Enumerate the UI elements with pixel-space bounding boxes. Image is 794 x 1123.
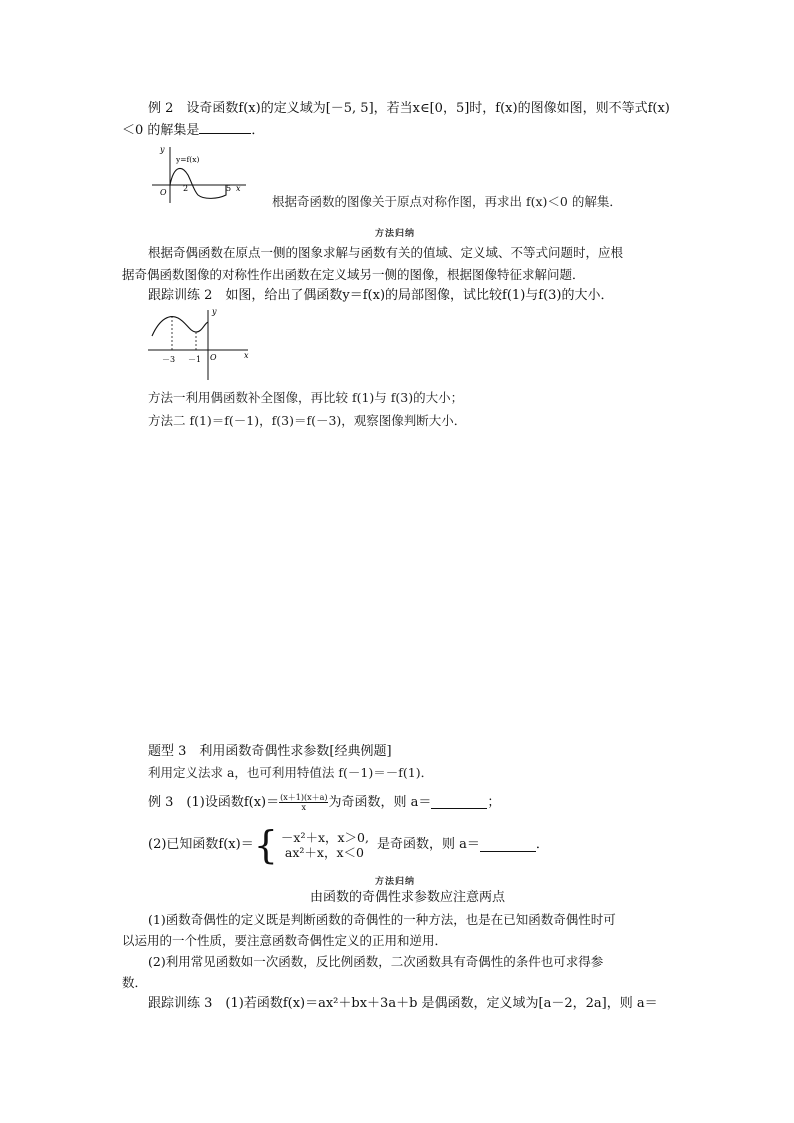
fraction: $\frac{(x+1)(x+a)}{x}$ bbox=[280, 793, 328, 812]
example2-hint: 根据奇函数的图像关于原点对称作图，再求出 f(x)＜0 的解集． bbox=[272, 194, 622, 209]
method1-line1: 根据奇偶函数在原点一侧的图象求解与函数有关的值域、定义域、不等式问题时，应根 bbox=[148, 245, 624, 260]
tick-5-label: 5 bbox=[226, 184, 232, 193]
training2-graph bbox=[146, 306, 256, 382]
method2-subtitle: 由函数的奇偶性求参数应注意两点 bbox=[310, 890, 506, 905]
training2-text: 跟踪训练 2 如图，给出了偶函数y＝f(x)的局部图像，试比较f(1)与f(3)的大小． bbox=[148, 288, 614, 303]
type3-hint: 利用定义法求 a，也可利用特值法 f(－1)＝－f(1)． bbox=[148, 765, 434, 780]
answer-blank bbox=[431, 796, 487, 809]
answer-blank bbox=[480, 839, 536, 852]
example2-line1: 例 2 设奇函数f(x)的定义域为[－5, 5]，若当x∈[0，5]时，f(x)的图像如图，则不等式f(x) bbox=[148, 101, 670, 116]
origin-label: O bbox=[210, 353, 217, 362]
method2-p2-line1: (2)利用常见函数如一次函数，反比例函数，二次函数具有奇偶性的条件也可求得参 bbox=[148, 954, 604, 969]
tick-minus1-label: －1 bbox=[188, 355, 202, 364]
origin-label: O bbox=[160, 188, 167, 197]
training2-method-a: 方法一利用偶函数补全图像，再比较 f(1)与 f(3)的大小； bbox=[148, 390, 464, 405]
piecewise: { －x²＋x，x＞0, ax²＋x，x＜0 bbox=[253, 823, 369, 867]
tick-2-label: 2 bbox=[183, 184, 189, 193]
y-axis-label: y bbox=[212, 307, 217, 316]
example3-part2: (2)已知函数f(x)＝ { －x²＋x，x＞0, ax²＋x，x＜0 是奇函数，则 a＝ ． bbox=[148, 823, 549, 867]
curve-label: y=f(x) bbox=[176, 155, 200, 164]
method2-p1-line2: 以运用的一个性质，要注意函数奇偶性定义的正用和逆用． bbox=[122, 933, 448, 948]
example2-line2: ＜0 的解集是 ． bbox=[122, 123, 265, 138]
x-axis-label: x bbox=[244, 351, 249, 360]
training3-text: 跟踪训练 3 (1)若函数f(x)＝ax²＋bx＋3a＋b 是偶函数，定义域为[a－2，2a]，则 a＝ bbox=[148, 996, 658, 1011]
method2-title: 方法归纳 bbox=[375, 877, 416, 887]
x-axis-label: x bbox=[236, 184, 241, 193]
answer-blank bbox=[199, 121, 251, 134]
method1-line2: 据奇偶函数图像的对称性作出函数在定义域另一侧的图像，根据图像特征求解问题． bbox=[122, 267, 585, 282]
example2-graph bbox=[146, 143, 254, 207]
training2-method-b: 方法二 f(1)＝f(－1)，f(3)＝f(－3)，观察图像判断大小． bbox=[148, 413, 467, 428]
method1-title: 方法归纳 bbox=[375, 229, 416, 239]
method2-p1-line1: (1)函数奇偶性的定义既是判断函数的奇偶性的一种方法，也是在已知函数奇偶性时可 bbox=[148, 912, 616, 927]
tick-minus3-label: －3 bbox=[162, 355, 176, 364]
method2-p2-line2: 数． bbox=[122, 975, 148, 990]
example3-part1: 例 3 (1)设函数f(x)＝ $\frac{(x+1)(x+a)}{x}$ 为奇函数，则 a＝ ； bbox=[148, 793, 501, 812]
type3-title: 题型 3 利用函数奇偶性求参数[经典例题] bbox=[148, 744, 392, 759]
y-axis-label: y bbox=[160, 145, 165, 154]
